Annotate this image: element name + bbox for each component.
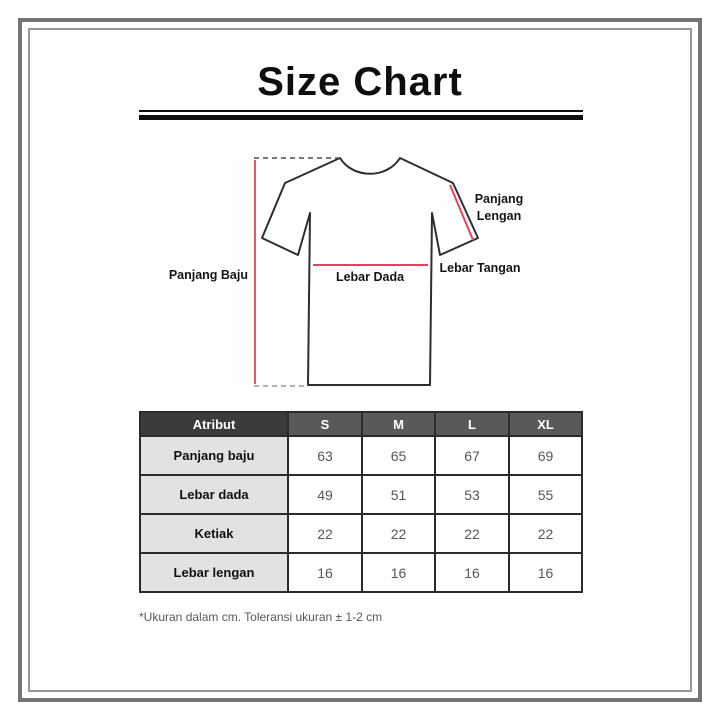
table-row bbox=[140, 475, 582, 514]
label-panjang-lengan-line2: Lengan bbox=[476, 209, 522, 223]
size-cell: 53 bbox=[435, 475, 509, 514]
table-row bbox=[140, 514, 582, 553]
size-cell: 16 bbox=[509, 553, 582, 592]
size-cell: 16 bbox=[362, 553, 435, 592]
row-label: Ketiak bbox=[140, 514, 288, 553]
label-panjang-lengan bbox=[449, 191, 549, 225]
size-cell: 22 bbox=[288, 514, 362, 553]
row-label: Panjang baju bbox=[140, 436, 288, 475]
size-cell: 51 bbox=[362, 475, 435, 514]
column-header-xl: XL bbox=[509, 412, 582, 436]
column-header-s: S bbox=[288, 412, 362, 436]
size-cell: 16 bbox=[435, 553, 509, 592]
size-cell: 22 bbox=[509, 514, 582, 553]
label-panjang-baju: Panjang Baju bbox=[168, 268, 248, 282]
size-cell: 49 bbox=[288, 475, 362, 514]
size-cell: 22 bbox=[435, 514, 509, 553]
row-label: Lebar lengan bbox=[140, 553, 288, 592]
column-header-l: L bbox=[435, 412, 509, 436]
table-header-row bbox=[140, 412, 582, 436]
size-cell: 69 bbox=[509, 436, 582, 475]
tshirt-measurement-diagram bbox=[0, 140, 720, 402]
divider-thin-line bbox=[139, 110, 583, 112]
size-cell: 65 bbox=[362, 436, 435, 475]
size-cell: 63 bbox=[288, 436, 362, 475]
label-lebar-tangan: Lebar Tangan bbox=[439, 261, 521, 275]
column-header-atribut: Atribut bbox=[140, 412, 288, 436]
row-label: Lebar dada bbox=[140, 475, 288, 514]
table-row bbox=[140, 436, 582, 475]
size-cell: 67 bbox=[435, 436, 509, 475]
column-header-m: M bbox=[362, 412, 435, 436]
footnote: *Ukuran dalam cm. Toleransi ukuran ± 1-2 cm bbox=[139, 610, 383, 624]
size-table bbox=[139, 411, 583, 593]
table-row bbox=[140, 553, 582, 592]
size-cell: 55 bbox=[509, 475, 582, 514]
title-divider bbox=[139, 110, 583, 120]
label-panjang-lengan-line1: Panjang bbox=[474, 192, 524, 206]
divider-thick-line bbox=[139, 115, 583, 120]
label-lebar-dada: Lebar Dada bbox=[335, 270, 405, 284]
page-title: Size Chart bbox=[257, 60, 463, 104]
size-cell: 22 bbox=[362, 514, 435, 553]
size-cell: 16 bbox=[288, 553, 362, 592]
